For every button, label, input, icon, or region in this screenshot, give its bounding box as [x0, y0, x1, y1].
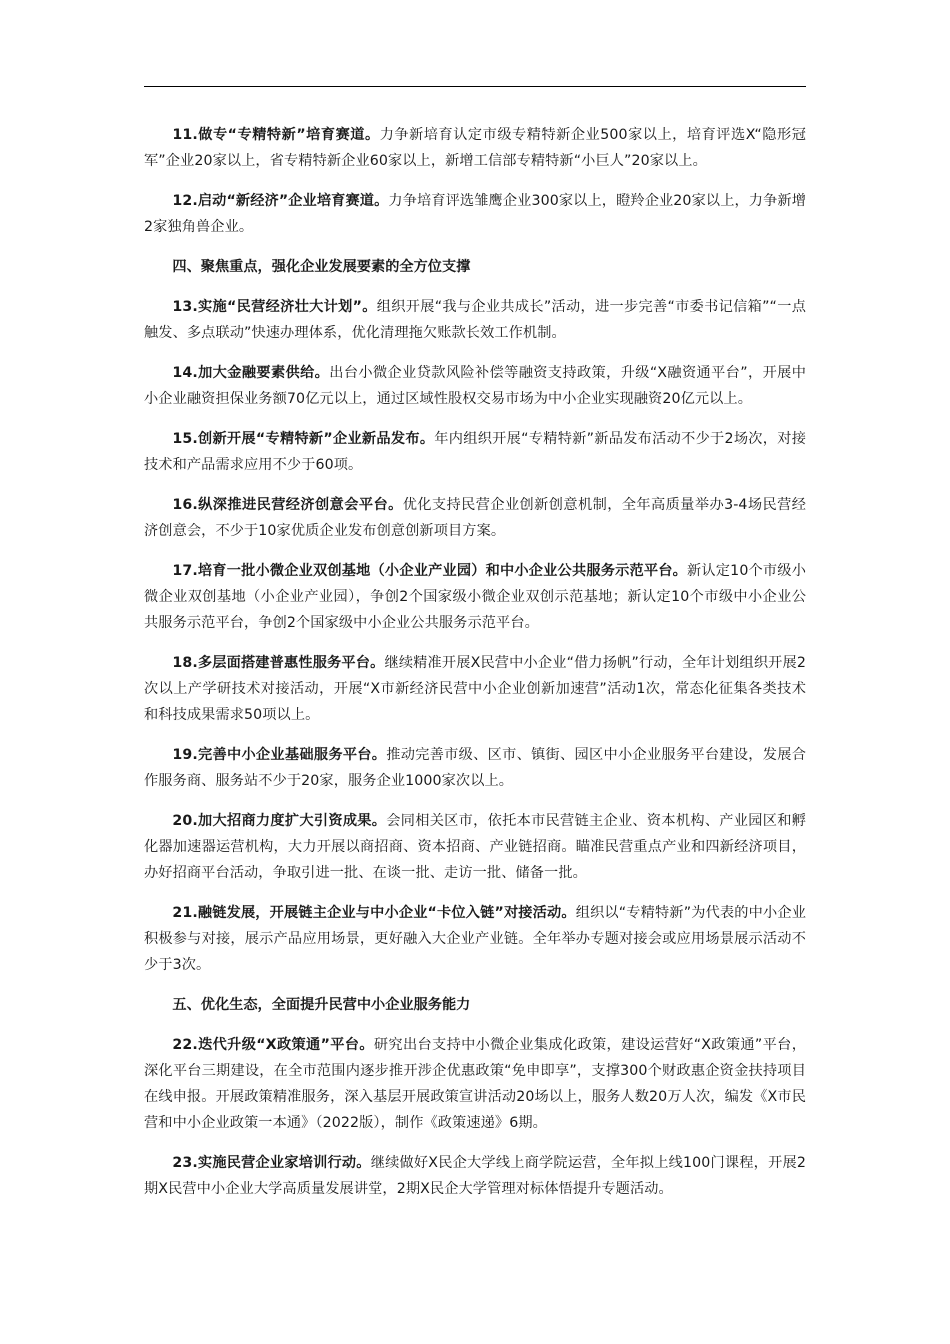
item-body: 力争新培育认定市级专精特新企业500家以上，培育评选X“隐形冠军”企业20家以上，省专精特新企业60家以上，新增工信部专精特新“小巨人”20家以上。 — [144, 127, 806, 169]
item-lead: 19.完善中小企业基础服务平台。 — [172, 747, 387, 763]
item-body: 继续做好X民企大学线上商学院运营，全年拟上线100门课程，开展2期X民营中小企业大学高质量发展讲堂，2期X民企大学管理对标体悟提升专题活动。 — [144, 1155, 807, 1197]
list-item — [144, 808, 806, 886]
item-body: 会同相关区市，依托本市民营链主企业、资本机构、产业园区和孵化器加速器运营机构，大力开展以商招商、资本招商、产业链招商。瞄准民营重点产业和四新经济项目，办好招商平台活动，争取引进一批、在谈一批、走访一批、储备一批。 — [144, 813, 807, 881]
item-body: 组织以“专精特新”为代表的中小企业积极参与对接，展示产品应用场景，更好融入大企业产业链。全年举办专题对接会或应用场景展示活动不少于3次。 — [144, 905, 806, 973]
item-lead: 13.实施“民营经济壮大计划”。 — [172, 299, 377, 315]
item-body: 出台小微企业贷款风险补偿等融资支持政策，升级“X融资通平台”，开展中小企业融资担保业务额70亿元以上，通过区域性股权交易市场为中小企业实现融资20亿元以上。 — [144, 365, 806, 407]
header-rule — [144, 86, 806, 87]
item-lead: 20.加大招商力度扩大引资成果。 — [172, 813, 387, 829]
list-item — [144, 294, 806, 346]
item-lead: 15.创新开展“专精特新”企业新品发布。 — [172, 431, 435, 447]
item-lead: 12.启动“新经济”企业培育赛道。 — [172, 193, 389, 209]
list-item — [144, 900, 806, 978]
list-item — [144, 742, 806, 794]
list-item — [144, 650, 806, 728]
item-lead: 21.融链发展，开展链主企业与中小企业“卡位入链”对接活动。 — [172, 905, 576, 921]
list-item — [144, 1032, 806, 1136]
item-body: 新认定10个市级小微企业双创基地（小企业产业园），争创2个国家级小微企业双创示范基地；新认定10个市级中小企业公共服务示范平台，争创2个国家级中小企业公共服务示范平台。 — [144, 563, 806, 631]
document-body — [144, 122, 806, 1216]
item-lead: 18.多层面搭建普惠性服务平台。 — [172, 655, 385, 671]
section-heading: 四、聚焦重点，强化企业发展要素的全方位支撑 — [172, 259, 471, 275]
list-item — [144, 188, 806, 240]
item-body: 研究出台支持中小微企业集成化政策，建设运营好“X政策通”平台，深化平台三期建设，在全市范围内逐步推开涉企优惠政策“免申即享”，支撑300个财政惠企资金扶持项目在线申报。开展政策精准服务，深入基层开展政策宣讲活动20场以上，服务人数20万人次，编发《X市民营和中小企业政策一本通》（2022版），制作《政策速递》6期。 — [144, 1037, 806, 1131]
list-item — [144, 558, 806, 636]
item-lead: 17.培育一批小微企业双创基地（小企业产业园）和中小企业公共服务示范平台。 — [172, 563, 688, 579]
item-lead: 22.迭代升级“X政策通”平台。 — [172, 1037, 374, 1053]
item-body: 优化支持民营企业创新创意机制，全年高质量举办3-4场民营经济创意会，不少于10家优质企业发布创意创新项目方案。 — [144, 497, 806, 539]
item-lead: 23.实施民营企业家培训行动。 — [172, 1155, 371, 1171]
list-item — [144, 360, 806, 412]
item-lead: 11.做专“专精特新”培育赛道。 — [172, 127, 380, 143]
list-item — [144, 492, 806, 544]
item-body: 年内组织开展“专精特新”新品发布活动不少于2场次，对接技术和产品需求应用不少于60项。 — [144, 431, 806, 473]
item-lead: 16.纵深推进民营经济创意会平台。 — [172, 497, 403, 513]
list-item — [144, 1150, 806, 1202]
item-body: 力争培育评选雏鹰企业300家以上，瞪羚企业20家以上，力争新增2家独角兽企业。 — [144, 193, 807, 235]
list-item — [144, 426, 806, 478]
section-heading: 五、优化生态，全面提升民营中小企业服务能力 — [172, 997, 471, 1013]
item-body: 推动完善市级、区市、镇街、园区中小企业服务平台建设，发展合作服务商、服务站不少于20家，服务企业1000家次以上。 — [144, 747, 807, 789]
item-lead: 14.加大金融要素供给。 — [172, 365, 330, 381]
item-body: 组织开展“我与企业共成长”活动，进一步完善“市委书记信箱”“一点触发、多点联动”快速办理体系，优化清理拖欠账款长效工作机制。 — [144, 299, 806, 341]
list-item — [144, 122, 806, 174]
item-body: 继续精准开展X民营中小企业“借力扬帆”行动，全年计划组织开展2次以上产学研技术对接活动，开展“X市新经济民营中小企业创新加速营”活动1次，常态化征集各类技术和科技成果需求50项以上。 — [144, 655, 806, 723]
